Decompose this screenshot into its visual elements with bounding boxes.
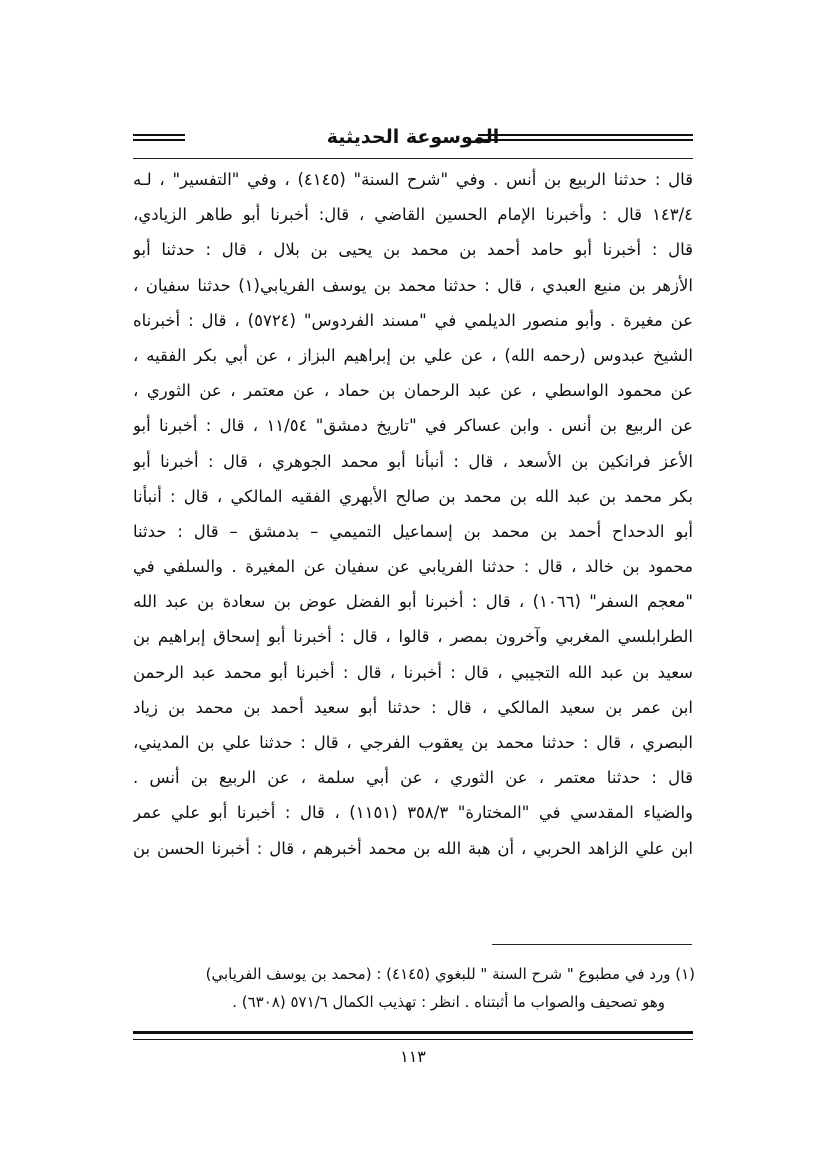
text-line: "معجم السفر" (١٠٦٦) ، قال : أخبرنا أبو الفضل عوض بن سعادة بن عبد الله (133, 592, 693, 612)
text-line: البصري ، قال : حدثنا محمد بن يعقوب الفرجي ، قال : حدثنا علي بن المديني، (133, 733, 693, 752)
footnote-separator (492, 944, 692, 945)
text-line: قال : أخبرنا أبو حامد أحمد بن محمد بن يحيى بن بلال ، قال : حدثنا أبو (133, 240, 693, 260)
footnote-line: (١) ورد في مطبوع " شرح السنة " للبغوي (٤١٤٥) : (محمد بن يوسف الفريابي) (205, 965, 695, 983)
text-line: قال : حدثنا الربيع بن أنس . وفي "شرح السنة" (٤١٤٥) ، وفي "التفسير" ، لـه (133, 170, 693, 189)
text-line: سعيد بن عبد الله التجيبي ، قال : أخبرنا ، قال : أخبرنا أبو محمد عبد الرحمن (133, 662, 693, 682)
text-line: ابن عمر بن سعيد المالكي ، قال : حدثنا أبو سعيد أحمد بن محمد بن زياد (133, 697, 693, 717)
header-ornament-bar-right (478, 134, 693, 141)
text-line: عن محمود الواسطي ، عن عبد الرحمان بن حماد ، عن معتمر ، عن الثوري ، (133, 381, 693, 401)
text-line: الشيخ عبدوس (رحمه الله) ، عن علي بن إبراهيم البزاز ، عن أبي بكر الفقيه ، (133, 345, 693, 365)
text-line: بكر محمد بن عبد الله بن محمد بن صالح الأبهري الفقيه المالكي ، قال : أنبأنا (133, 486, 693, 506)
text-line: عن الربيع بن أنس . وابن عساكر في "تاريخ دمشق" ١١/٥٤ ، قال : أخبرنا أبو (133, 416, 693, 436)
text-line: الأعز فرانكين بن الأسعد ، قال : أنبأنا أبو محمد الجوهري ، قال : أخبرنا أبو (133, 451, 693, 471)
running-header (133, 120, 693, 154)
header-title: الموسوعة الحديثية (326, 126, 500, 148)
page-number: ١١٣ (400, 1047, 426, 1066)
text-line: محمود بن خالد ، قال : حدثنا الفريابي عن سفيان عن المغيرة . والسلفي في (133, 557, 693, 577)
footer-rule-thick (133, 1031, 693, 1034)
text-line: قال : حدثنا معتمر ، عن الثوري ، عن أبي سلمة ، عن الربيع بن أنس . (133, 768, 693, 788)
main-text (133, 162, 693, 866)
header-ornament-bar-left (133, 134, 185, 141)
text-line: عن مغيرة . وأبو منصور الديلمي في "مسند الفردوس" (٥٧٢٤) ، قال : أخبرناه (133, 310, 693, 330)
text-line: ابن علي الزاهد الحربي ، أن هبة الله بن محمد أخبرهم ، قال : أخبرنا الحسن بن (133, 838, 693, 858)
text-line: الأزهر بن منيع العبدي ، قال : حدثنا محمد بن يوسف الفريابي(١) حدثنا سفيان ، (133, 275, 693, 295)
footnote-line: وهو تصحيف والصواب ما أثبتناه . انظر : تهذيب الكمال ٥٧١/٦ (٦٣٠٨) . (232, 993, 665, 1011)
text-line: ١٤٣/٤ قال : وأخبرنا الإمام الحسين القاضي ، قال: أخبرنا أبو طاهر الزيادي، (133, 205, 693, 225)
footnotes (150, 960, 695, 1016)
text-line: والضياء المقدسي في "المختارة" ٣٥٨/٣ (١١٥١) ، قال : أخبرنا أبو علي عمر (133, 803, 693, 823)
header-rule (133, 158, 693, 159)
footer-rule-thin (133, 1039, 693, 1040)
text-line: الطرابلسي المغربي وآخرون بمصر ، قالوا ، قال : أخبرنا أبو إسحاق إبراهيم بن (133, 627, 693, 647)
text-line: أبو الدحداح أحمد بن محمد بن إسماعيل التميمي – بدمشق – قال : حدثنا (133, 521, 693, 541)
